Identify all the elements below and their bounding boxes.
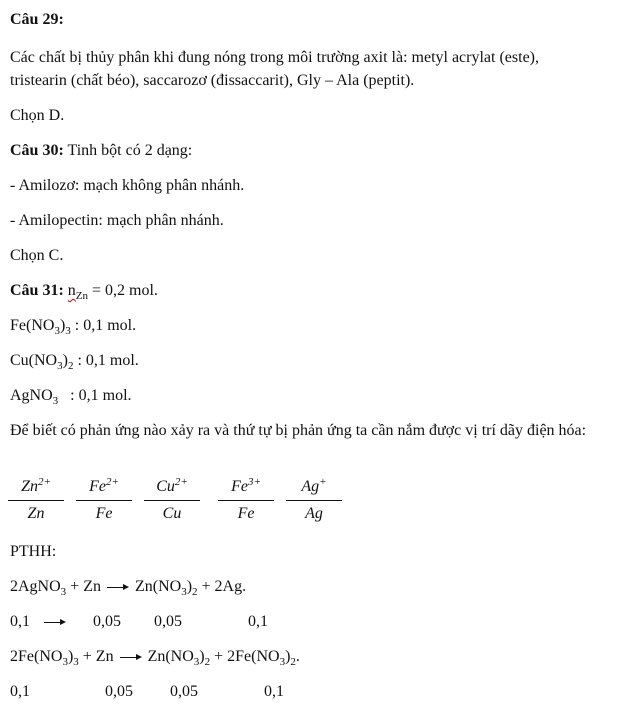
ag-nitrate-line: AgNO$_3$ : 0,1 mol. <box>10 387 132 407</box>
q29-line2: tristearin (chất béo), saccarozơ (đissaccarit), Gly – Ala (peptit). <box>10 72 415 89</box>
q30-heading: Câu 30: <box>10 142 64 159</box>
pair-fe2: $\frac{Fe^{2+}}{Fe}$ <box>76 477 132 524</box>
q29-line1: Các chất bị thủy phân khi đung nóng trong môi trường axit là: metyl acrylat (este), <box>10 49 540 66</box>
q31-line <box>10 281 158 301</box>
q29-heading: Câu 29: <box>10 11 64 28</box>
cu-nitrate-line: $Cu(NO_3)_2$ : 0,1 mol. <box>10 352 139 372</box>
eq1-mol-2: 0,05 <box>93 613 121 630</box>
pair-ag: $\frac{Ag^+}{Ag}$ <box>286 477 342 524</box>
arrow-icon <box>42 612 68 632</box>
eq2-mol-4: 0,1 <box>264 683 284 700</box>
eq2-mol-2: 0,05 <box>105 683 133 700</box>
pair-fe3: $\frac{Fe^{3+}}{Fe}$ <box>218 477 274 524</box>
eq1-mol-4: 0,1 <box>248 613 268 630</box>
eq1-mol-3: 0,05 <box>154 613 182 630</box>
q30-item1: - Amilozơ: mạch không phân nhánh. <box>10 177 245 194</box>
q29-answer: Chọn D. <box>10 107 65 124</box>
eq1-mol-1: 0,1 <box>10 613 30 630</box>
fe-nitrate-line: $Fe(NO_3)_3$ : 0,1 mol. <box>10 317 137 337</box>
q30-item2: - Amilopectin: mạch phân nhánh. <box>10 212 224 229</box>
q30-line <box>10 141 192 161</box>
eq2-mol-3: 0,05 <box>170 683 198 700</box>
arrow-icon <box>107 582 129 592</box>
pair-zn: $\frac{Zn^{2+}}{Zn}$ <box>8 477 64 524</box>
nzn-symbol: $n_{Zn}$ <box>67 282 89 302</box>
pthh-label: PTHH: <box>10 543 57 560</box>
equation-2: $2Fe(NO_3)_3 + Zn$ $Zn(NO_3)_2 + 2Fe(NO_3)_2$. <box>10 648 300 668</box>
equation-1: 2AgNO$_3$ + Zn $Zn(NO_3)_2 + 2Ag$. <box>10 578 247 598</box>
eq2-mol-1: 0,1 <box>10 683 30 700</box>
arrow-icon <box>120 652 142 662</box>
q30-intro: Tinh bột có 2 dạng: <box>63 142 193 159</box>
q30-answer: Chọn C. <box>10 247 64 264</box>
q31-explain: Để biết có phản ứng nào xảy ra và thứ tự bị phản ứng ta cần nắm được vị trí dãy điện hóa: <box>10 422 587 439</box>
q31-heading: Câu 31: <box>10 282 64 299</box>
nzn-value: = 0,2 mol. <box>88 282 158 299</box>
pair-cu: $\frac{Cu^{2+}}{Cu}$ <box>144 477 200 524</box>
